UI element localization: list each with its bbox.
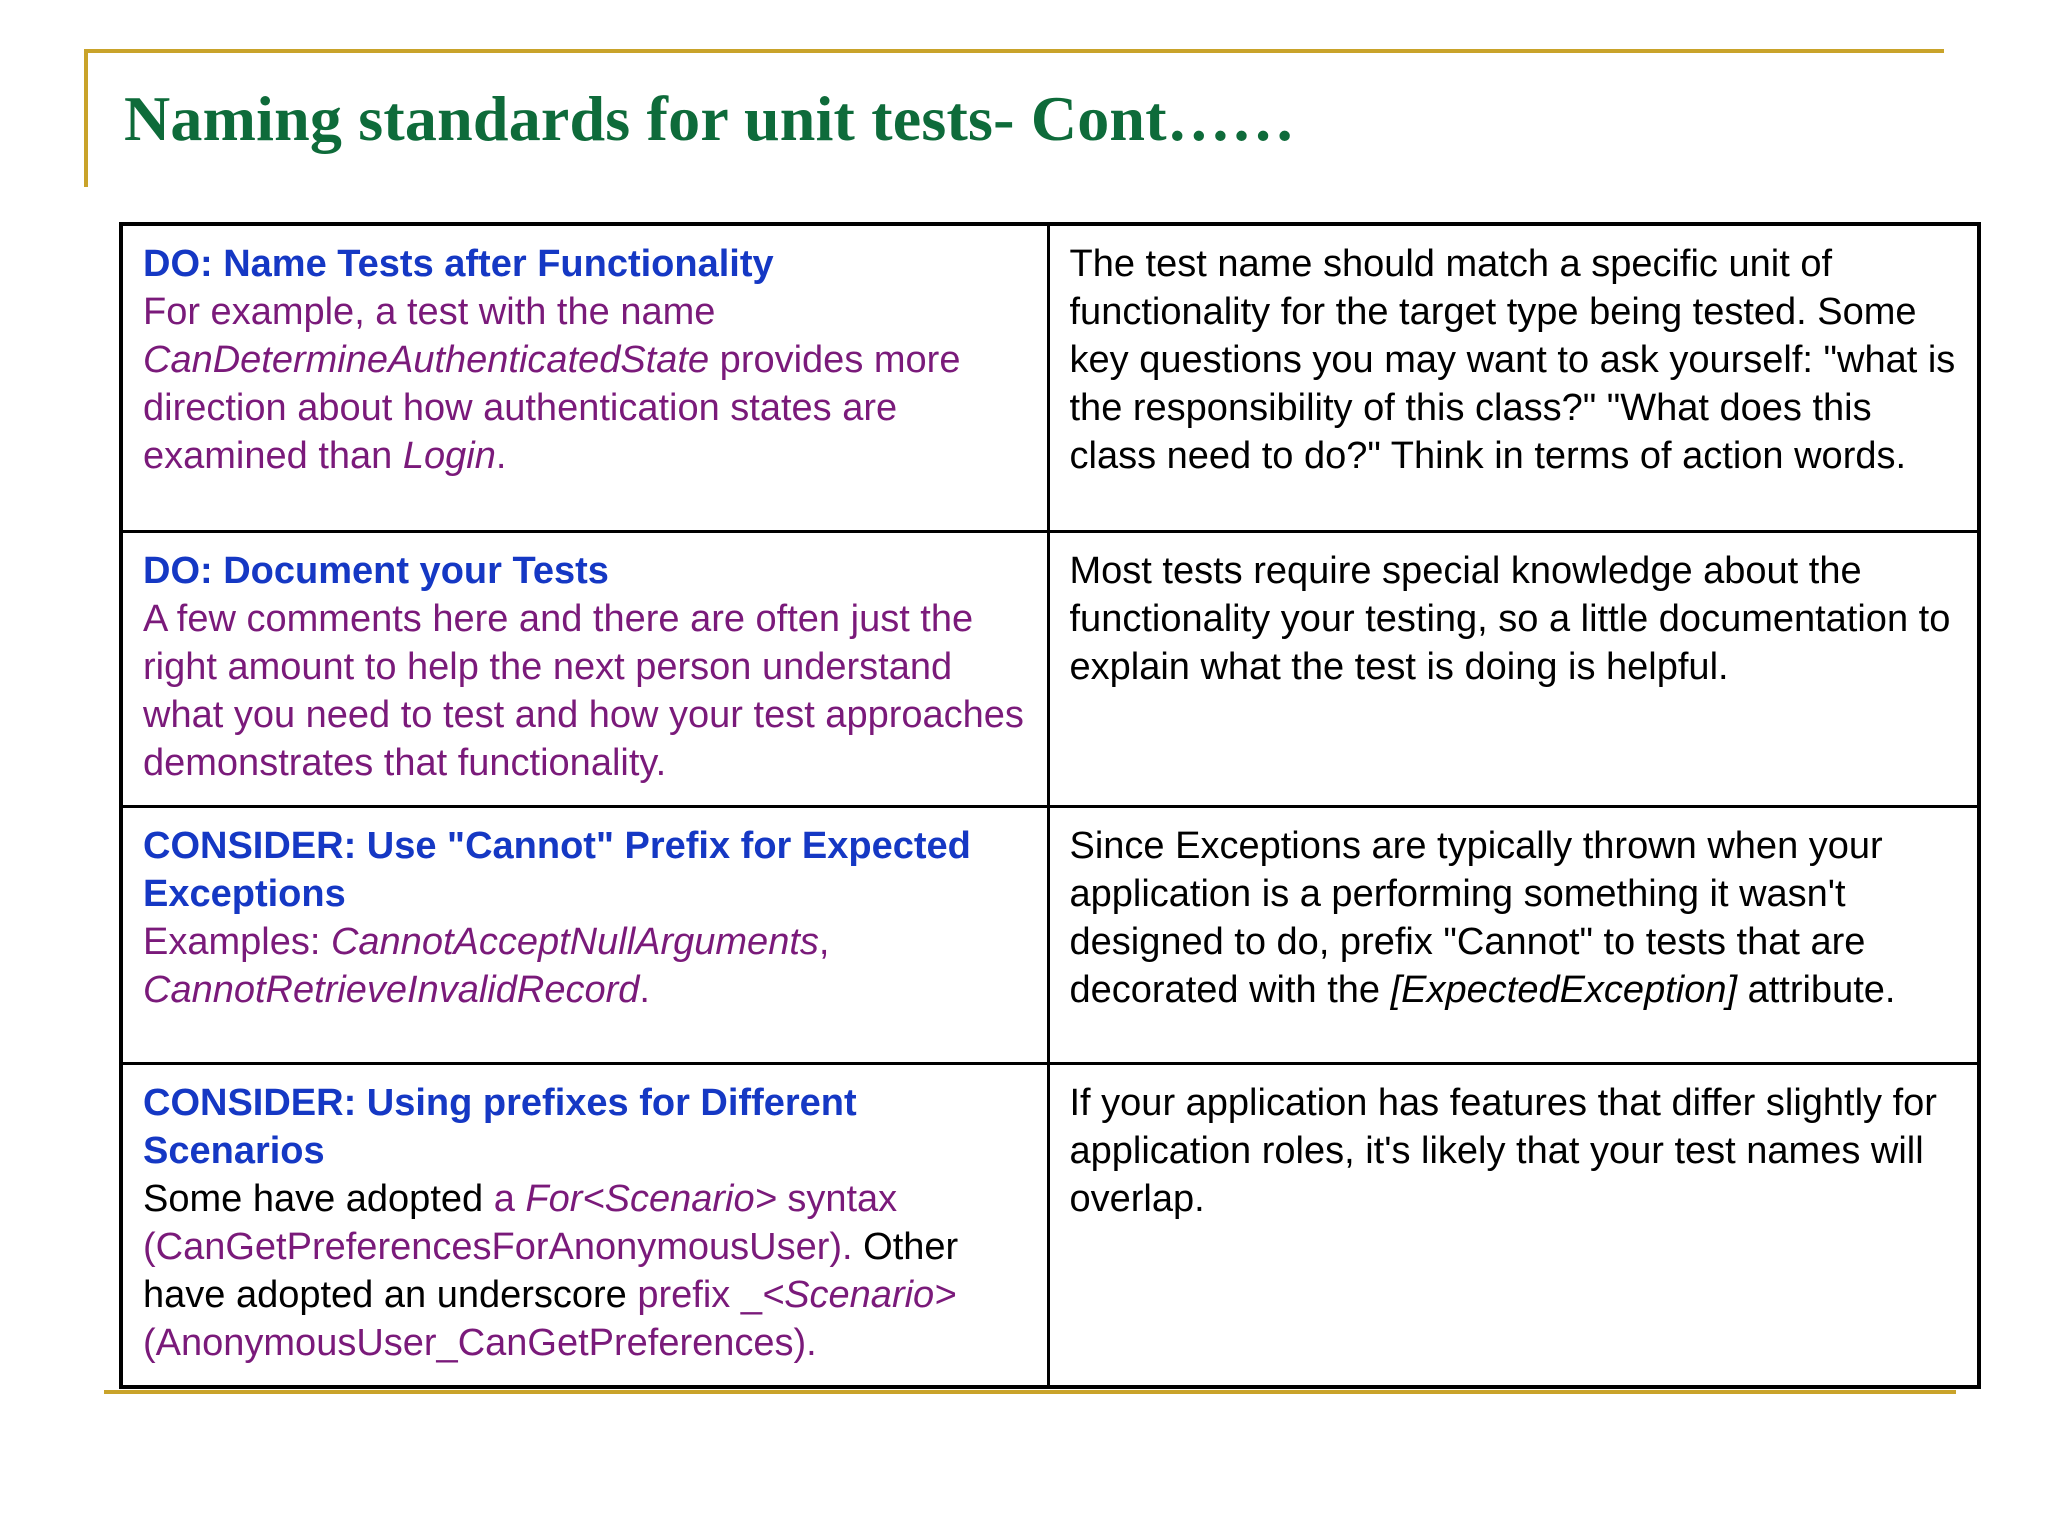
table-row bbox=[121, 224, 1979, 532]
guideline-cell bbox=[121, 1064, 1048, 1388]
table-row bbox=[121, 1064, 1979, 1388]
example-text: , bbox=[818, 921, 830, 963]
guideline-cell bbox=[121, 224, 1048, 532]
example-text: . bbox=[639, 969, 650, 1011]
guideline-description bbox=[1070, 822, 1960, 1014]
guideline-description: If your application has features that differ slightly for application roles, it's likely that your test names will overlap. bbox=[1069, 1082, 1937, 1220]
description-cell bbox=[1048, 224, 1979, 532]
guideline-cell bbox=[121, 532, 1048, 807]
example-text: Some have adopted bbox=[143, 1178, 494, 1220]
example-text: Other have adopted an underscore bbox=[143, 1226, 959, 1316]
top-accent-rule bbox=[84, 49, 1944, 53]
guideline-heading: DO: Name Tests after Functionality bbox=[143, 243, 774, 285]
example-test-name: CannotRetrieveInvalidRecord bbox=[143, 969, 640, 1011]
table-row bbox=[121, 807, 1979, 1064]
slide-title: Naming standards for unit tests- Cont…… bbox=[124, 83, 1296, 154]
description-cell bbox=[1048, 1064, 1979, 1388]
guideline-heading: CONSIDER: Use "Cannot" Prefix for Expected Exceptions bbox=[143, 825, 971, 915]
example-text: (AnonymousUser_CanGetPreferences). bbox=[143, 1322, 817, 1364]
bottom-accent-rule bbox=[104, 1390, 1956, 1394]
guideline-description: The test name should match a specific unit of functionality for the target type being tested. Some key questions you may want to ask yourself: "what is the responsibility of this class?" "What does this class need to do?" Think in terms of action words. bbox=[1069, 243, 1956, 477]
guideline-heading: DO: Document your Tests bbox=[143, 550, 609, 592]
example-text: a bbox=[493, 1178, 526, 1220]
example-text: provides more direction about how authentication states are examined than bbox=[143, 339, 961, 477]
description-text: attribute. bbox=[1737, 969, 1896, 1011]
left-accent-rule bbox=[84, 49, 88, 187]
example-syntax: <Scenario> bbox=[762, 1274, 957, 1316]
example-text: syntax (CanGetPreferencesForAnonymousUser). bbox=[143, 1178, 898, 1268]
example-test-name: CanDetermineAuthenticatedState bbox=[143, 339, 710, 381]
guidelines-table bbox=[119, 222, 1981, 1389]
example-test-name: CannotAcceptNullArguments bbox=[330, 921, 819, 963]
example-text: . bbox=[495, 435, 507, 477]
example-text: Examples: bbox=[143, 921, 331, 963]
attribute-name: [ExpectedException] bbox=[1390, 969, 1738, 1011]
guideline-description: Most tests require special knowledge about the functionality your testing, so a little documentation to explain what the test is doing is helpful. bbox=[1069, 550, 1951, 688]
description-cell bbox=[1048, 807, 1979, 1064]
guideline-example: A few comments here and there are often just the right amount to help the next person understand what you need to test and how your test approaches demonstrates that functionality. bbox=[143, 598, 1024, 784]
description-cell bbox=[1048, 532, 1979, 807]
guideline-example bbox=[143, 1175, 1029, 1367]
description-text: Since Exceptions are typically thrown when your application is a performing something it wasn't designed to do, prefix "Cannot" to tests that are decorated with the bbox=[1069, 825, 1883, 1011]
example-syntax: For<Scenario> bbox=[525, 1178, 777, 1220]
guideline-example bbox=[143, 288, 1029, 480]
guideline-example bbox=[143, 918, 1029, 1014]
table-row bbox=[121, 532, 1979, 807]
guideline-heading: CONSIDER: Using prefixes for Different Scenarios bbox=[143, 1082, 857, 1172]
guideline-cell bbox=[121, 807, 1048, 1064]
example-test-name: Login bbox=[402, 435, 496, 477]
example-text: For example, a test with the name bbox=[143, 291, 716, 333]
example-text: prefix _ bbox=[637, 1274, 762, 1316]
